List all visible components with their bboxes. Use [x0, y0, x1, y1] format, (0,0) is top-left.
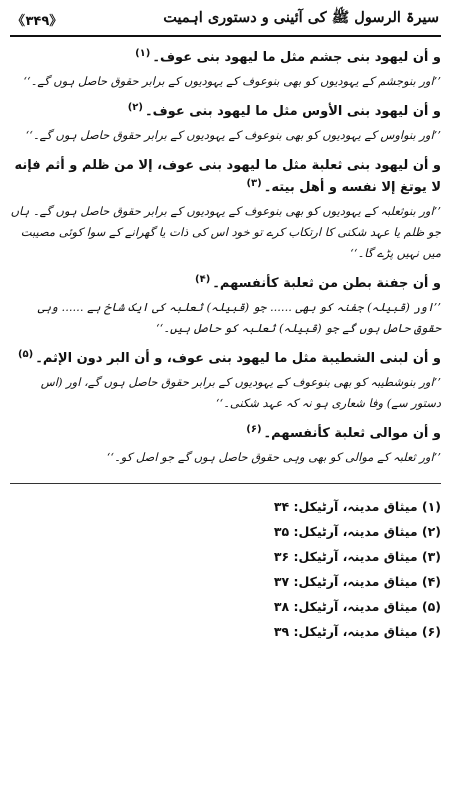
page-body [10, 37, 441, 468]
footnote-marker: (۵) [17, 348, 34, 360]
urdu-translation: ’’اور بنوجشم کے یہودیوں کو بھی بنوعوف کے یہودیوں کے برابر حقوق حاصل ہوں گے۔‘‘ [23, 74, 441, 88]
arabic-clause [10, 348, 441, 370]
arabic-text: و أن لبنى الشطيبة مثل ما ليهود بنى عوف، و أن البر دون الإثم۔ [35, 351, 441, 366]
urdu-translation: ’’اور بنوشطیبہ کو بھی بنوعوف کے یہودیوں کے برابر حقوق حاصل ہوں گے، اور (اس دستور سے) وفا شعاری ہو نہ کہ عہد شکنی۔‘‘ [40, 375, 441, 410]
page-number: 《۳۴۹》 [12, 13, 63, 29]
arabic-clause [10, 273, 441, 295]
footnote-divider [10, 483, 441, 484]
footnote-item: (۳) میثاق مدینہ، آرٹیکل: ۳۶ [273, 549, 441, 564]
footnote-marker: (۶) [246, 423, 262, 435]
footnote-item: (۲) میثاق مدینہ، آرٹیکل: ۳۵ [273, 524, 441, 539]
footnotes-list [10, 494, 441, 644]
footnote-item: (۵) میثاق مدینہ، آرٹیکل: ۳۸ [273, 599, 441, 614]
footnote-marker: (۱) [135, 47, 151, 59]
running-title: سیرۃ الرسول ﷺ کی آئینی و دستوری اہمیت [163, 8, 439, 26]
arabic-clause [10, 423, 441, 445]
arabic-text: و أن ليهود بنى الأوس مثل ما ليهود بنى عوف۔ [144, 104, 441, 119]
arabic-text: و أن جفنة بطن من ثعلبة كأنفسهم۔ [212, 276, 441, 291]
footnote-item: (۶) میثاق مدینہ، آرٹیکل: ۳۹ [273, 624, 441, 639]
urdu-translation: ’’اور (قبیلہ) جفنہ کو بھی ...... جو (قبیلہ) ثعلبہ کی ایک شاخ ہے ...... وہی حقوق حاصل ہوں گے جو (قبیلہ) ثعلبہ کو حاصل ہیں۔‘‘ [37, 300, 441, 335]
arabic-text: و أن ليهود بنى ثعلبة مثل ما ليهود بنى عوف، إلا من ظلم و أثم فإنه لا يوتغ إلا نفسه و أهل بيته۔ [14, 158, 441, 195]
arabic-text: و أن موالى ثعلبة كأنفسهم۔ [263, 426, 441, 441]
arabic-clause [10, 47, 441, 69]
arabic-clause [10, 101, 441, 123]
urdu-translation: ’’اور بنواوس کے یہودیوں کو بھی بنوعوف کے یہودیوں کے برابر حقوق حاصل ہوں گے۔‘‘ [25, 128, 441, 142]
footnote-marker: (۴) [195, 273, 211, 285]
footnote-marker: (۲) [127, 101, 143, 113]
arabic-clause [10, 155, 441, 199]
footnote-marker: (۳) [246, 177, 262, 189]
footnote-item: (۴) میثاق مدینہ، آرٹیکل: ۳۷ [273, 574, 441, 589]
arabic-text: و أن ليهود بنى جشم مثل ما ليهود بنى عوف۔ [152, 50, 441, 65]
footnote-item: (۱) میثاق مدینہ، آرٹیکل: ۳۴ [273, 499, 441, 514]
urdu-translation: ’’اور بنوثعلبہ کے یہودیوں کو بھی بنوعوف کے یہودیوں کے برابر حقوق حاصل ہوں گے۔ ہاں جو ظلم یا عہد شکنی کا ارتکاب کرے تو خود اس کی ذات یا گھرانے کے سوا کوئی مصیبت میں نہیں پڑے گا۔‘‘ [10, 204, 441, 260]
running-header [10, 6, 441, 37]
urdu-translation: ’’اور ثعلبہ کے موالی کو بھی وہی حقوق حاصل ہوں گے جو اصل کو۔‘‘ [106, 450, 441, 464]
